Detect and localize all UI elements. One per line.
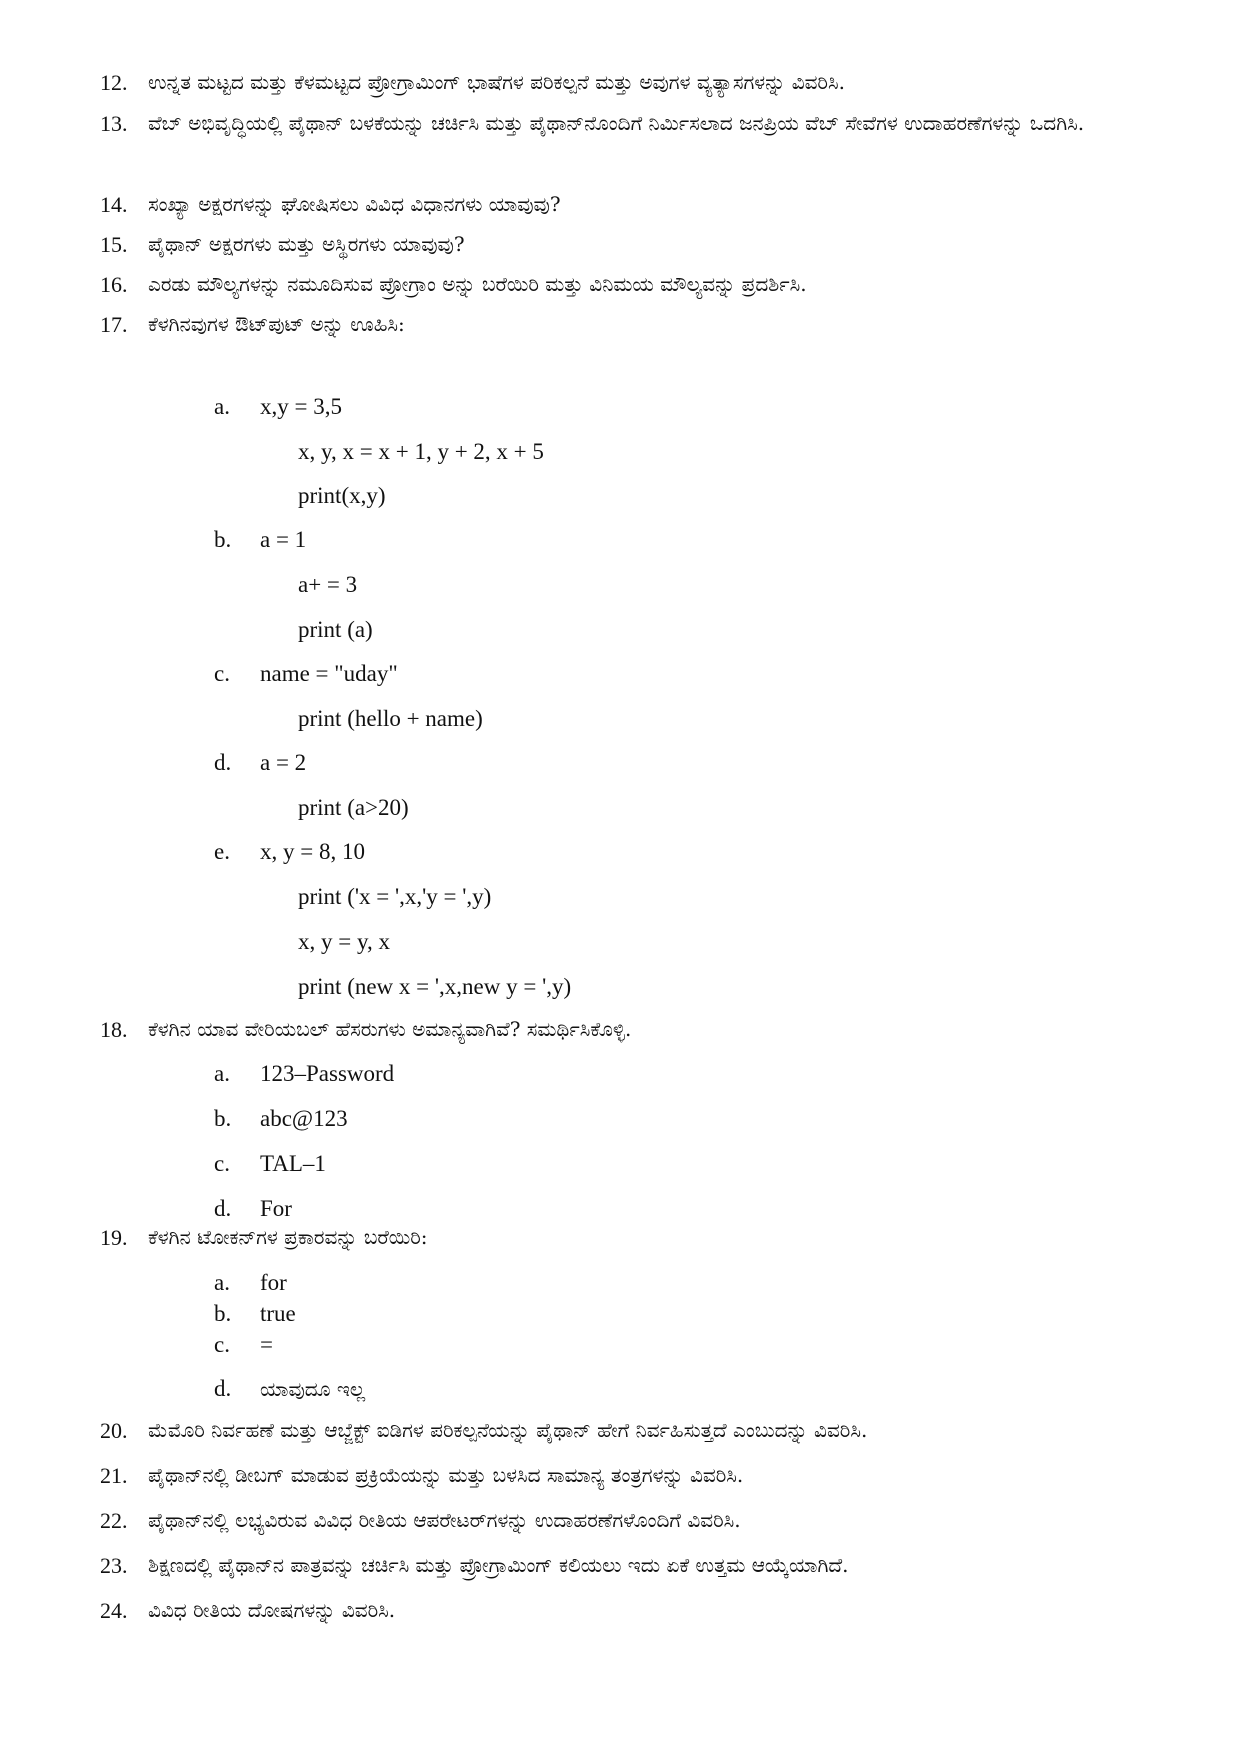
- q17-option-e: [214, 837, 365, 867]
- option-label: b.: [214, 1301, 232, 1326]
- question-13: [100, 101, 1160, 146]
- question-18: [100, 1007, 1160, 1052]
- code-line: print ('x = ',x,'y = ',y): [298, 884, 492, 909]
- question-text: ಕೆಳಗಿನ ಯಾವ ವೇರಿಯಬಲ್ ಹೆಸರುಗಳು ಅಮಾನ್ಯವಾಗಿವೆ? ಸಮರ್ಥಿಸಿಕೊಳ್ಳಿ.: [148, 1017, 632, 1041]
- question-15: [100, 222, 1160, 267]
- code-line: print (hello + name): [298, 706, 483, 731]
- question-number: 21.: [100, 1463, 128, 1488]
- question-text: ವೆಬ್ ಅಭಿವೃದ್ಧಿಯಲ್ಲಿ ಪೈಥಾನ್ ಬಳಕೆಯನ್ನು ಚರ್ಚಿಸಿ ಮತ್ತು ಪೈಥಾನ್‌ನೊಂದಿಗೆ ನಿರ್ಮಿಸಲಾದ ಜನಪ್ರಿಯ ವೆಬ್ ಸೇವೆಗಳ ಉದಾಹರಣೆಗಳನ್ನು ಒದಗಿಸಿ.: [148, 111, 1085, 135]
- q19-option-c: [214, 1330, 273, 1360]
- question-text: ಎರಡು ಮೌಲ್ಯಗಳನ್ನು ನಮೂದಿಸುವ ಪ್ರೋಗ್ರಾಂ ಅನ್ನು ಬರೆಯಿರಿ ಮತ್ತು ವಿನಿಮಯ ಮೌಲ್ಯವನ್ನು ಪ್ರದರ್ಶಿಸಿ.: [148, 272, 807, 296]
- option-value: =: [260, 1332, 273, 1357]
- option-value: ಯಾವುದೂ ಇಲ್ಲ: [260, 1377, 366, 1401]
- question-23: [100, 1543, 1160, 1588]
- question-number: 16.: [100, 272, 128, 297]
- code-line: a+ = 3: [298, 572, 358, 597]
- option-label: d.: [214, 1196, 232, 1221]
- question-text: ಪೈಥಾನ್‌ನಲ್ಲಿ ಡೀಬಗ್ ಮಾಡುವ ಪ್ರಕ್ರಿಯೆಯನ್ನು ಮತ್ತು ಬಳಸಿದ ಸಾಮಾನ್ಯ ತಂತ್ರಗಳನ್ನು ವಿವರಿಸಿ.: [148, 1463, 744, 1487]
- q18-option-a: [214, 1059, 394, 1089]
- question-number: 19.: [100, 1225, 128, 1250]
- question-number: 13.: [100, 111, 128, 136]
- code-line: name = "uday": [260, 661, 398, 686]
- option-value: For: [260, 1196, 292, 1221]
- question-text: ಮೆಮೊರಿ ನಿರ್ವಹಣೆ ಮತ್ತು ಆಬ್ಜೆಕ್ಟ್ ಐಡಿಗಳ ಪರಿಕಲ್ಪನೆಯನ್ನು ಪೈಥಾನ್ ಹೇಗೆ ನಿರ್ವಹಿಸುತ್ತದೆ ಎಂಬುದನ್ನು ವಿವರಿಸಿ.: [148, 1418, 868, 1442]
- question-text: ವಿವಿಧ ರೀತಿಯ ದೋಷಗಳನ್ನು ವಿವರಿಸಿ.: [148, 1598, 396, 1622]
- question-17: [100, 302, 1160, 347]
- code-line: print (a>20): [298, 795, 409, 820]
- option-value: TAL–1: [260, 1151, 326, 1176]
- code-line: x, y = y, x: [298, 929, 390, 954]
- option-label: d.: [214, 1376, 232, 1401]
- q17-option-b: [214, 525, 306, 555]
- option-label: c.: [214, 661, 230, 686]
- q18-option-b: [214, 1104, 348, 1134]
- question-text: ಕೆಳಗಿನ ಟೋಕನ್‌ಗಳ ಪ್ರಕಾರವನ್ನು ಬರೆಯಿರಿ:: [148, 1225, 428, 1249]
- question-text: ಪೈಥಾನ್‌ನಲ್ಲಿ ಲಭ್ಯವಿರುವ ವಿವಿಧ ರೀತಿಯ ಆಪರೇಟರ್‌ಗಳನ್ನು ಉದಾಹರಣೆಗಳೊಂದಿಗೆ ವಿವರಿಸಿ.: [148, 1508, 741, 1532]
- question-12: [100, 60, 1160, 105]
- code-line: print (new x = ',x,new y = ',y): [298, 974, 572, 999]
- question-number: 17.: [100, 312, 128, 337]
- question-number: 14.: [100, 192, 128, 217]
- option-value: for: [260, 1270, 287, 1295]
- code-line: x, y = 8, 10: [260, 839, 365, 864]
- question-text: ಶಿಕ್ಷಣದಲ್ಲಿ ಪೈಥಾನ್‌ನ ಪಾತ್ರವನ್ನು ಚರ್ಚಿಸಿ ಮತ್ತು ಪ್ರೋಗ್ರಾಮಿಂಗ್ ಕಲಿಯಲು ಇದು ಏಕೆ ಉತ್ತಮ ಆಯ್ಕೆಯಾಗಿದೆ.: [148, 1553, 849, 1577]
- question-number: 18.: [100, 1017, 128, 1042]
- q18-option-c: [214, 1149, 326, 1179]
- question-text: ಕೆಳಗಿನವುಗಳ ಔಟ್‌ಪುಟ್ ಅನ್ನು ಊಹಿಸಿ:: [148, 312, 405, 336]
- option-value: 123–Password: [260, 1061, 395, 1086]
- option-label: d.: [214, 750, 232, 775]
- option-label: a.: [214, 1061, 230, 1086]
- q17-option-d: [214, 748, 306, 778]
- option-value: abc@123: [260, 1106, 348, 1131]
- q17-option-a: [214, 392, 342, 422]
- option-value: true: [260, 1301, 296, 1326]
- question-21: [100, 1453, 1160, 1498]
- question-number: 12.: [100, 70, 128, 95]
- question-text: ಪೈಥಾನ್ ಅಕ್ಷರಗಳು ಮತ್ತು ಅಸ್ಥಿರಗಳು ಯಾವುವು?: [148, 232, 465, 256]
- option-label: e.: [214, 839, 230, 864]
- question-number: 23.: [100, 1553, 128, 1578]
- question-19: [100, 1215, 1160, 1260]
- option-label: b.: [214, 527, 232, 552]
- question-20: [100, 1408, 1160, 1453]
- code-line: print (a): [298, 617, 373, 642]
- question-24: [100, 1588, 1160, 1633]
- code-line: x,y = 3,5: [260, 394, 342, 419]
- question-text: ಉನ್ನತ ಮಟ್ಟದ ಮತ್ತು ಕೆಳಮಟ್ಟದ ಪ್ರೋಗ್ರಾಮಿಂಗ್ ಭಾಷೆಗಳ ಪರಿಕಲ್ಪನೆ ಮತ್ತು ಅವುಗಳ ವ್ಯತ್ಯಾಸಗಳನ್ನು ವಿವರಿಸಿ.: [148, 70, 845, 94]
- question-number: 24.: [100, 1598, 128, 1623]
- option-label: c.: [214, 1151, 230, 1176]
- question-number: 15.: [100, 232, 128, 257]
- question-16: [100, 262, 1160, 307]
- question-number: 22.: [100, 1508, 128, 1533]
- q19-option-d: [214, 1374, 365, 1404]
- question-number: 20.: [100, 1418, 128, 1443]
- q17-option-c: [214, 659, 398, 689]
- question-22: [100, 1498, 1160, 1543]
- code-line: a = 2: [260, 750, 307, 775]
- question-text: ಸಂಖ್ಯಾ ಅಕ್ಷರಗಳನ್ನು ಘೋಷಿಸಲು ವಿವಿಧ ವಿಧಾನಗಳು ಯಾವುವು?: [148, 192, 561, 216]
- code-line: a = 1: [260, 527, 307, 552]
- q19-option-a: [214, 1268, 287, 1298]
- option-label: a.: [214, 1270, 230, 1295]
- q19-option-b: [214, 1299, 296, 1329]
- option-label: a.: [214, 394, 230, 419]
- question-14: [100, 182, 1160, 227]
- code-line: print(x,y): [298, 483, 386, 508]
- option-label: c.: [214, 1332, 230, 1357]
- option-label: b.: [214, 1106, 232, 1131]
- code-line: x, y, x = x + 1, y + 2, x + 5: [298, 439, 544, 464]
